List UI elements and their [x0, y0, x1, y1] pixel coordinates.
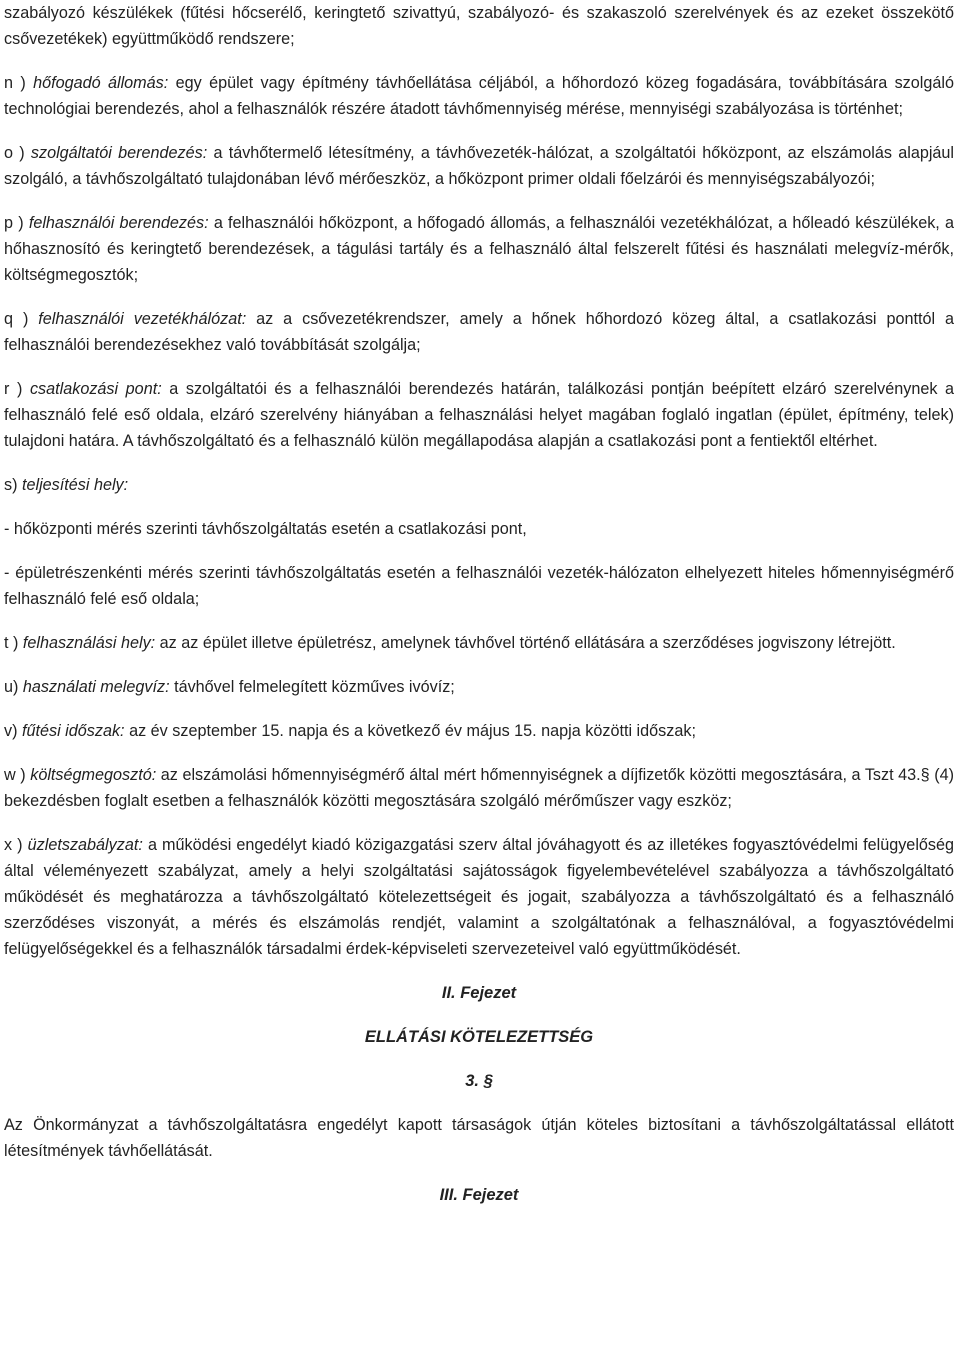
definition-letter: q )	[4, 310, 29, 328]
section-body: Az Önkormányzat a távhőszolgáltatásra engedélyt kapott társaságok útján köteles biztosítani a távhőszolgáltatással ellátott létesítmények távhőellátását.	[4, 1116, 954, 1160]
definition-r	[4, 376, 954, 454]
definition-s	[4, 472, 954, 498]
definition-text: távhővel felmelegített közműves ivóvíz;	[174, 678, 455, 696]
definition-letter: p )	[4, 214, 24, 232]
paragraph-text: szabályozó készülékek (fűtési hőcserélő, keringtető szivattyú, szabályozó- és szakaszoló szerelvények és az ezeket összekötő csővezetékek) együttműködő rendszere;	[4, 4, 954, 48]
chapter-title: III. Fejezet	[439, 1186, 519, 1204]
definition-text: az az épület illetve épületrész, amelynek távhővel történő ellátására a szerződéses jogviszony létrejött.	[159, 634, 896, 652]
definition-text: az elszámolási hőmennyiségmérő által mért hőmennyiségnek a díjfizetők közötti megosztására, a Tszt 43.§ (4) bekezdésben foglalt esetben a felhasználók közötti megosztására szolgáló mérőműszer vagy eszköz;	[4, 766, 955, 810]
list-item-text: - épületrészenkénti mérés szerinti távhőszolgáltatás esetén a felhasználói vezeték-hálózaton elhelyezett hiteles hőmennyiségmérő felhasználó felé eső oldala;	[4, 564, 954, 608]
definition-term: felhasználási hely:	[22, 634, 156, 652]
definition-letter: u)	[4, 678, 19, 696]
definition-x	[4, 832, 954, 962]
section-number: 3. §	[465, 1072, 493, 1090]
chapter-subtitle: ELLÁTÁSI KÖTELEZETTSÉG	[364, 1028, 594, 1046]
definition-text: a távhőtermelő létesítmény, a távhővezeték-hálózat, a szolgáltatói hőközpont, az elszámolás alapjául szolgáló, a távhőszolgáltató tulajdonában lévő mérőeszköz, a hőközpont primer oldali főelzárói és mennyiségszabályozói;	[4, 144, 955, 188]
definition-term: teljesítési hely:	[21, 476, 129, 494]
definition-t	[4, 630, 954, 656]
definition-letter: x )	[4, 836, 23, 854]
definition-term: üzletszabályzat:	[27, 836, 143, 854]
definition-n	[4, 70, 954, 122]
list-item-central-metering	[4, 516, 954, 542]
list-item-text: - hőközponti mérés szerinti távhőszolgáltatás esetén a csatlakozási pont,	[4, 520, 527, 538]
definition-term: felhasználói vezetékhálózat:	[38, 310, 247, 328]
definition-p	[4, 210, 954, 288]
definition-text: a felhasználói hőközpont, a hőfogadó állomás, a felhasználói vezetékhálózat, a hőleadó készülékek, a hőhasznosító és keringtető berendezések, a tágulási tartály és a felhasználó által felszerelt fűtési és használati melegvíz-mérők, költségmegosztók;	[4, 214, 954, 284]
definition-letter: r )	[4, 380, 23, 398]
definition-term: felhasználói berendezés:	[28, 214, 209, 232]
definition-term: szolgáltatói berendezés:	[30, 144, 208, 162]
definition-letter: n )	[4, 74, 26, 92]
definition-v	[4, 718, 954, 744]
definition-term: csatlakozási pont:	[29, 380, 162, 398]
definition-q	[4, 306, 954, 358]
definition-letter: t )	[4, 634, 19, 652]
definition-term: költségmegosztó:	[30, 766, 157, 784]
section-text	[4, 1112, 954, 1164]
definition-w	[4, 762, 954, 814]
definition-text: egy épület vagy építmény távhőellátása céljából, a hőhordozó közeg fogadására, továbbítására szolgáló technológiai berendezés, ahol a felhasználók részére átadott távhőmennyiség mérése, mennyiségi szabályozása is történhet;	[4, 74, 954, 118]
definition-text: az év szeptember 15. napja és a következő év május 15. napja közötti időszak;	[129, 722, 696, 740]
definition-letter: w )	[4, 766, 26, 784]
definition-text: a működési engedélyt kiadó közigazgatási szerv által jóváhagyott és az illetékes fogyasztóvédelmi felügyelőség által véleményezett szabályzat, amely a helyi szolgáltatási sajátosságok figyelembevételével szabályozza a távhőszolgáltató működését és meghatározza a távhőszolgáltató kötelezettségeit és jogait, szabályozza a távhőszolgáltató és a felhasználó szerződéses viszonyát, a mérés és elszámolás rendjét, valamint a szolgáltatónak a felhasználóval, a fogyasztóvédelmi felügyelőségekkel és a felhasználók társadalmi érdek-képviseleti szervezeteivel való együttműködését.	[4, 836, 955, 958]
definition-letter: v)	[4, 722, 18, 740]
definition-letter: s)	[4, 476, 18, 494]
definition-term: hőfogadó állomás:	[33, 74, 169, 92]
definition-text: az a csővezetékrendszer, amely a hőnek hőhordozó közeg által, a csatlakozási ponttól a felhasználói berendezésekhez való továbbítását szolgálja;	[4, 310, 954, 354]
definition-text: a szolgáltatói és a felhasználói berendezés határán, találkozási pontján beépített elzáró szerelvénynek a felhasználó felé eső oldala, elzáró szerelvény hiányában a felhasználási helyet magában foglaló ingatlan (épület, építmény, telek) tulajdoni határa. A távhőszolgáltató és a felhasználó külön megállapodása alapján a csatlakozási pont a fentiektől eltérhet.	[4, 380, 954, 450]
definition-term: használati melegvíz:	[22, 678, 170, 696]
definition-o	[4, 140, 954, 192]
definition-term: fűtési időszak:	[21, 722, 125, 740]
definition-u	[4, 674, 954, 700]
chapter-title: II. Fejezet	[441, 984, 517, 1002]
list-item-unit-metering	[4, 560, 954, 612]
definition-letter: o )	[4, 144, 25, 162]
paragraph-intro	[4, 0, 954, 52]
